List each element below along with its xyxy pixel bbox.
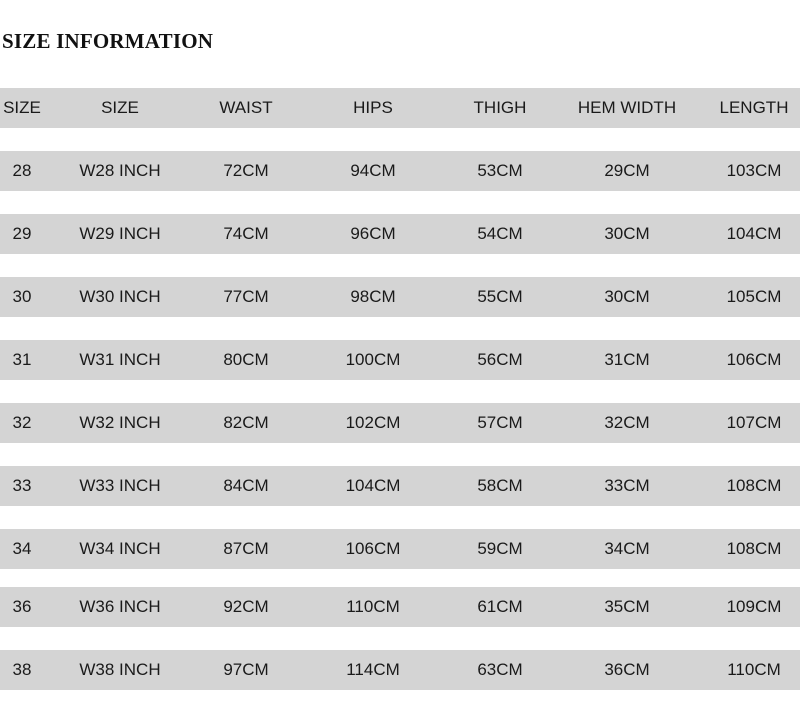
cell-hem-width: 34CM — [604, 539, 650, 558]
cell-hips: 104CM — [345, 476, 401, 495]
cell-waist: 97CM — [223, 660, 269, 679]
cell-hips: 114CM — [346, 660, 400, 679]
page-title: SIZE INFORMATION — [2, 29, 214, 53]
cell-thigh: 55CM — [477, 287, 523, 306]
cell-waist: 80CM — [223, 350, 269, 369]
cell-waist: 72CM — [223, 161, 269, 180]
cell-size-number: 33 — [12, 476, 32, 495]
header-size-label: SIZE — [101, 98, 139, 117]
cell-thigh: 58CM — [477, 476, 523, 495]
table-row — [0, 151, 800, 191]
cell-hem-width: 30CM — [604, 287, 650, 306]
header-waist: WAIST — [219, 98, 273, 117]
header-size-number: SIZE — [3, 98, 41, 117]
cell-size-number: 36 — [12, 597, 32, 616]
cell-hips: 96CM — [350, 224, 396, 243]
cell-size-label: W33 INCH — [79, 476, 161, 495]
cell-thigh: 54CM — [477, 224, 523, 243]
cell-size-label: W32 INCH — [79, 413, 161, 432]
cell-waist: 74CM — [223, 224, 269, 243]
cell-size-label: W34 INCH — [79, 539, 161, 558]
cell-thigh: 57CM — [477, 413, 523, 432]
cell-length: 108CM — [726, 539, 782, 558]
cell-thigh: 61CM — [477, 597, 523, 616]
cell-hips: 110CM — [346, 597, 400, 616]
table-row — [0, 403, 800, 443]
cell-hips: 106CM — [345, 539, 401, 558]
table-row — [0, 650, 800, 690]
cell-size-number: 28 — [12, 161, 32, 180]
cell-hips: 100CM — [345, 350, 401, 369]
cell-thigh: 56CM — [477, 350, 523, 369]
cell-hips: 98CM — [350, 287, 396, 306]
cell-waist: 82CM — [223, 413, 269, 432]
cell-size-number: 30 — [12, 287, 32, 306]
cell-size-label: W30 INCH — [79, 287, 161, 306]
cell-thigh: 59CM — [477, 539, 523, 558]
cell-length: 108CM — [726, 476, 782, 495]
cell-waist: 84CM — [223, 476, 269, 495]
cell-size-number: 38 — [12, 660, 32, 679]
cell-size-number: 32 — [12, 413, 32, 432]
cell-hips: 94CM — [350, 161, 396, 180]
table-row — [0, 277, 800, 317]
cell-size-number: 34 — [12, 539, 32, 558]
header-length: LENGTH — [719, 98, 789, 117]
cell-size-label: W29 INCH — [79, 224, 161, 243]
cell-length: 107CM — [726, 413, 782, 432]
cell-length: 106CM — [726, 350, 782, 369]
cell-hem-width: 30CM — [604, 224, 650, 243]
header-hem-width: HEM WIDTH — [577, 98, 677, 117]
cell-length: 105CM — [726, 287, 782, 306]
table-row — [0, 587, 800, 627]
header-hips: HIPS — [353, 98, 393, 117]
table-row — [0, 529, 800, 569]
cell-waist: 77CM — [223, 287, 269, 306]
cell-size-number: 31 — [12, 350, 32, 369]
cell-size-label: W36 INCH — [79, 597, 161, 616]
cell-hem-width: 33CM — [604, 476, 650, 495]
cell-hem-width: 32CM — [604, 413, 650, 432]
cell-hips: 102CM — [345, 413, 401, 432]
table-row — [0, 214, 800, 254]
cell-thigh: 53CM — [477, 161, 523, 180]
cell-length: 104CM — [726, 224, 782, 243]
cell-size-label: W31 INCH — [79, 350, 161, 369]
cell-waist: 92CM — [223, 597, 269, 616]
table-row — [0, 466, 800, 506]
cell-length: 103CM — [726, 161, 782, 180]
cell-length: 109CM — [726, 597, 782, 616]
cell-size-label: W38 INCH — [79, 660, 161, 679]
cell-hem-width: 35CM — [604, 597, 650, 616]
cell-size-label: W28 INCH — [79, 161, 161, 180]
cell-hem-width: 31CM — [604, 350, 650, 369]
cell-hem-width: 29CM — [604, 161, 650, 180]
table-header-row — [0, 88, 800, 128]
cell-waist: 87CM — [223, 539, 269, 558]
cell-size-number: 29 — [12, 224, 32, 243]
cell-hem-width: 36CM — [604, 660, 650, 679]
cell-length: 110CM — [727, 660, 781, 679]
header-thigh: THIGH — [473, 98, 527, 117]
cell-thigh: 63CM — [477, 660, 523, 679]
table-row — [0, 340, 800, 380]
